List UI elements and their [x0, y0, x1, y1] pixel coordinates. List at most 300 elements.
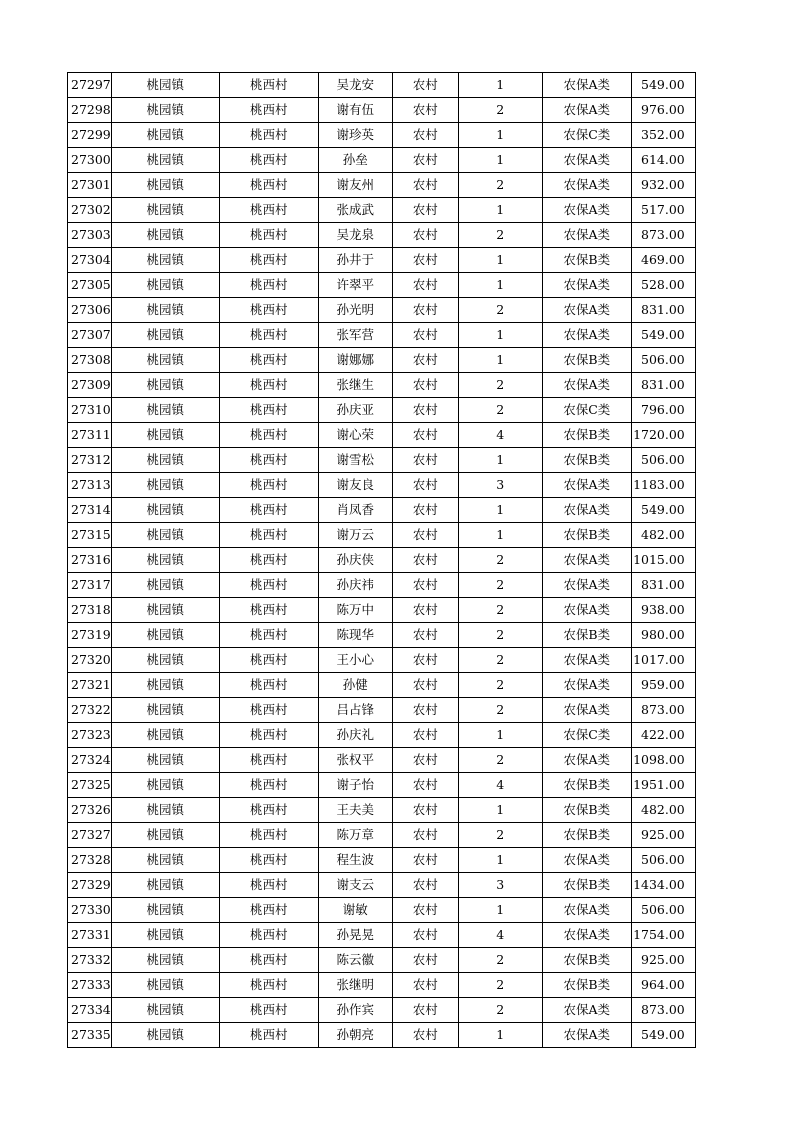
record-id-cell: 27323: [68, 723, 112, 748]
insurance-category-cell: 农保B类: [542, 973, 631, 998]
town-cell: 桃园镇: [111, 523, 219, 548]
amount-cell: 980.00: [631, 623, 695, 648]
table-row: [68, 473, 696, 498]
household-type-cell: 农村: [392, 973, 458, 998]
household-type-cell: 农村: [392, 73, 458, 98]
amount-cell: 959.00: [631, 673, 695, 698]
town-cell: 桃园镇: [111, 673, 219, 698]
name-cell: 吴龙安: [318, 73, 392, 98]
member-count-cell: 1: [458, 273, 542, 298]
amount-cell: 482.00: [631, 523, 695, 548]
amount-cell: 549.00: [631, 73, 695, 98]
town-cell: 桃园镇: [111, 348, 219, 373]
member-count-cell: 3: [458, 473, 542, 498]
household-type-cell: 农村: [392, 373, 458, 398]
town-cell: 桃园镇: [111, 473, 219, 498]
village-cell: 桃西村: [219, 748, 318, 773]
insurance-category-cell: 农保A类: [542, 498, 631, 523]
household-type-cell: 农村: [392, 898, 458, 923]
name-cell: 谢心荣: [318, 423, 392, 448]
household-type-cell: 农村: [392, 298, 458, 323]
member-count-cell: 1: [458, 348, 542, 373]
insurance-category-cell: 农保A类: [542, 548, 631, 573]
town-cell: 桃园镇: [111, 748, 219, 773]
insurance-category-cell: 农保B类: [542, 423, 631, 448]
table-row: [68, 423, 696, 448]
insurance-category-cell: 农保B类: [542, 623, 631, 648]
insurance-category-cell: 农保B类: [542, 348, 631, 373]
household-type-cell: 农村: [392, 873, 458, 898]
record-id-cell: 27322: [68, 698, 112, 723]
table-row: [68, 148, 696, 173]
name-cell: 孙健: [318, 673, 392, 698]
amount-cell: 469.00: [631, 248, 695, 273]
member-count-cell: 2: [458, 598, 542, 623]
amount-cell: 1951.00: [631, 773, 695, 798]
member-count-cell: 3: [458, 873, 542, 898]
table-row: [68, 298, 696, 323]
town-cell: 桃园镇: [111, 598, 219, 623]
table-row: [68, 823, 696, 848]
village-cell: 桃西村: [219, 973, 318, 998]
insurance-category-cell: 农保C类: [542, 398, 631, 423]
household-type-cell: 农村: [392, 448, 458, 473]
town-cell: 桃园镇: [111, 173, 219, 198]
member-count-cell: 2: [458, 98, 542, 123]
table-row: [68, 173, 696, 198]
village-cell: 桃西村: [219, 98, 318, 123]
village-cell: 桃西村: [219, 548, 318, 573]
amount-cell: 964.00: [631, 973, 695, 998]
amount-cell: 1720.00: [631, 423, 695, 448]
record-id-cell: 27324: [68, 748, 112, 773]
member-count-cell: 1: [458, 898, 542, 923]
name-cell: 王小心: [318, 648, 392, 673]
amount-cell: 614.00: [631, 148, 695, 173]
name-cell: 谢支云: [318, 873, 392, 898]
household-type-cell: 农村: [392, 773, 458, 798]
insurance-category-cell: 农保A类: [542, 673, 631, 698]
town-cell: 桃园镇: [111, 573, 219, 598]
records-table-body: [68, 73, 696, 1048]
name-cell: 张军营: [318, 323, 392, 348]
name-cell: 谢万云: [318, 523, 392, 548]
name-cell: 孙作宾: [318, 998, 392, 1023]
amount-cell: 528.00: [631, 273, 695, 298]
record-id-cell: 27318: [68, 598, 112, 623]
insurance-category-cell: 农保B类: [542, 798, 631, 823]
table-row: [68, 698, 696, 723]
amount-cell: 1017.00: [631, 648, 695, 673]
household-type-cell: 农村: [392, 823, 458, 848]
household-type-cell: 农村: [392, 623, 458, 648]
table-row: [68, 398, 696, 423]
table-row: [68, 973, 696, 998]
town-cell: 桃园镇: [111, 98, 219, 123]
record-id-cell: 27307: [68, 323, 112, 348]
member-count-cell: 1: [458, 723, 542, 748]
village-cell: 桃西村: [219, 598, 318, 623]
record-id-cell: 27334: [68, 998, 112, 1023]
household-type-cell: 农村: [392, 723, 458, 748]
town-cell: 桃园镇: [111, 873, 219, 898]
town-cell: 桃园镇: [111, 273, 219, 298]
amount-cell: 873.00: [631, 698, 695, 723]
amount-cell: 873.00: [631, 998, 695, 1023]
member-count-cell: 1: [458, 848, 542, 873]
table-row: [68, 623, 696, 648]
household-type-cell: 农村: [392, 148, 458, 173]
name-cell: 吕占锋: [318, 698, 392, 723]
table-row: [68, 323, 696, 348]
insurance-category-cell: 农保A类: [542, 223, 631, 248]
name-cell: 孙朝亮: [318, 1023, 392, 1048]
village-cell: 桃西村: [219, 298, 318, 323]
village-cell: 桃西村: [219, 273, 318, 298]
village-cell: 桃西村: [219, 723, 318, 748]
member-count-cell: 1: [458, 448, 542, 473]
record-id-cell: 27302: [68, 198, 112, 223]
town-cell: 桃园镇: [111, 373, 219, 398]
record-id-cell: 27305: [68, 273, 112, 298]
name-cell: 张权平: [318, 748, 392, 773]
table-row: [68, 273, 696, 298]
table-row: [68, 573, 696, 598]
table-row: [68, 673, 696, 698]
insurance-category-cell: 农保A类: [542, 998, 631, 1023]
household-type-cell: 农村: [392, 748, 458, 773]
name-cell: 陈云徽: [318, 948, 392, 973]
record-id-cell: 27335: [68, 1023, 112, 1048]
record-id-cell: 27330: [68, 898, 112, 923]
town-cell: 桃园镇: [111, 698, 219, 723]
amount-cell: 1098.00: [631, 748, 695, 773]
town-cell: 桃园镇: [111, 223, 219, 248]
village-cell: 桃西村: [219, 573, 318, 598]
household-type-cell: 农村: [392, 698, 458, 723]
village-cell: 桃西村: [219, 673, 318, 698]
table-row: [68, 848, 696, 873]
town-cell: 桃园镇: [111, 948, 219, 973]
village-cell: 桃西村: [219, 198, 318, 223]
table-row: [68, 498, 696, 523]
insurance-category-cell: 农保A类: [542, 1023, 631, 1048]
village-cell: 桃西村: [219, 898, 318, 923]
record-id-cell: 27315: [68, 523, 112, 548]
amount-cell: 549.00: [631, 323, 695, 348]
table-row: [68, 248, 696, 273]
member-count-cell: 1: [458, 498, 542, 523]
village-cell: 桃西村: [219, 498, 318, 523]
amount-cell: 831.00: [631, 573, 695, 598]
village-cell: 桃西村: [219, 1023, 318, 1048]
amount-cell: 549.00: [631, 1023, 695, 1048]
member-count-cell: 2: [458, 398, 542, 423]
village-cell: 桃西村: [219, 173, 318, 198]
table-row: [68, 748, 696, 773]
amount-cell: 873.00: [631, 223, 695, 248]
table-row: [68, 598, 696, 623]
amount-cell: 1183.00: [631, 473, 695, 498]
town-cell: 桃园镇: [111, 198, 219, 223]
household-type-cell: 农村: [392, 598, 458, 623]
table-row: [68, 1023, 696, 1048]
insurance-category-cell: 农保A类: [542, 298, 631, 323]
insurance-category-cell: 农保C类: [542, 123, 631, 148]
amount-cell: 1754.00: [631, 923, 695, 948]
table-row: [68, 198, 696, 223]
table-row: [68, 123, 696, 148]
amount-cell: 506.00: [631, 898, 695, 923]
name-cell: 孙庆祎: [318, 573, 392, 598]
name-cell: 程生波: [318, 848, 392, 873]
table-row: [68, 723, 696, 748]
amount-cell: 549.00: [631, 498, 695, 523]
record-id-cell: 27332: [68, 948, 112, 973]
record-id-cell: 27321: [68, 673, 112, 698]
table-row: [68, 948, 696, 973]
name-cell: 谢有伍: [318, 98, 392, 123]
amount-cell: 506.00: [631, 348, 695, 373]
insurance-category-cell: 农保A类: [542, 198, 631, 223]
town-cell: 桃园镇: [111, 548, 219, 573]
name-cell: 孙庆亚: [318, 398, 392, 423]
insurance-category-cell: 农保A类: [542, 848, 631, 873]
record-id-cell: 27317: [68, 573, 112, 598]
member-count-cell: 4: [458, 423, 542, 448]
town-cell: 桃园镇: [111, 798, 219, 823]
village-cell: 桃西村: [219, 848, 318, 873]
member-count-cell: 2: [458, 698, 542, 723]
record-id-cell: 27300: [68, 148, 112, 173]
household-type-cell: 农村: [392, 1023, 458, 1048]
village-cell: 桃西村: [219, 998, 318, 1023]
household-type-cell: 农村: [392, 98, 458, 123]
household-type-cell: 农村: [392, 998, 458, 1023]
member-count-cell: 2: [458, 998, 542, 1023]
name-cell: 张继明: [318, 973, 392, 998]
name-cell: 谢友州: [318, 173, 392, 198]
member-count-cell: 1: [458, 248, 542, 273]
town-cell: 桃园镇: [111, 723, 219, 748]
village-cell: 桃西村: [219, 348, 318, 373]
town-cell: 桃园镇: [111, 298, 219, 323]
amount-cell: 352.00: [631, 123, 695, 148]
amount-cell: 1015.00: [631, 548, 695, 573]
member-count-cell: 2: [458, 948, 542, 973]
insurance-category-cell: 农保A类: [542, 923, 631, 948]
record-id-cell: 27328: [68, 848, 112, 873]
record-id-cell: 27303: [68, 223, 112, 248]
insurance-category-cell: 农保A类: [542, 323, 631, 348]
insurance-category-cell: 农保A类: [542, 748, 631, 773]
member-count-cell: 1: [458, 523, 542, 548]
member-count-cell: 1: [458, 73, 542, 98]
town-cell: 桃园镇: [111, 148, 219, 173]
table-row: [68, 548, 696, 573]
table-row: [68, 523, 696, 548]
member-count-cell: 1: [458, 198, 542, 223]
insurance-category-cell: 农保A类: [542, 173, 631, 198]
record-id-cell: 27314: [68, 498, 112, 523]
household-type-cell: 农村: [392, 948, 458, 973]
record-id-cell: 27319: [68, 623, 112, 648]
amount-cell: 482.00: [631, 798, 695, 823]
village-cell: 桃西村: [219, 248, 318, 273]
record-id-cell: 27320: [68, 648, 112, 673]
name-cell: 孙庆礼: [318, 723, 392, 748]
insurance-category-cell: 农保A类: [542, 98, 631, 123]
record-id-cell: 27299: [68, 123, 112, 148]
village-cell: 桃西村: [219, 323, 318, 348]
household-type-cell: 农村: [392, 323, 458, 348]
table-row: [68, 773, 696, 798]
insurance-category-cell: 农保A类: [542, 473, 631, 498]
amount-cell: 506.00: [631, 848, 695, 873]
town-cell: 桃园镇: [111, 973, 219, 998]
town-cell: 桃园镇: [111, 398, 219, 423]
name-cell: 谢敏: [318, 898, 392, 923]
village-cell: 桃西村: [219, 523, 318, 548]
village-cell: 桃西村: [219, 223, 318, 248]
member-count-cell: 2: [458, 623, 542, 648]
town-cell: 桃园镇: [111, 73, 219, 98]
insurance-category-cell: 农保A类: [542, 148, 631, 173]
insurance-category-cell: 农保B类: [542, 448, 631, 473]
household-type-cell: 农村: [392, 498, 458, 523]
table-row: [68, 798, 696, 823]
table-row: [68, 73, 696, 98]
name-cell: 许翠平: [318, 273, 392, 298]
member-count-cell: 1: [458, 123, 542, 148]
town-cell: 桃园镇: [111, 898, 219, 923]
insurance-category-cell: 农保A类: [542, 648, 631, 673]
village-cell: 桃西村: [219, 873, 318, 898]
amount-cell: 506.00: [631, 448, 695, 473]
member-count-cell: 2: [458, 823, 542, 848]
name-cell: 谢友良: [318, 473, 392, 498]
name-cell: 谢珍英: [318, 123, 392, 148]
household-type-cell: 农村: [392, 573, 458, 598]
household-type-cell: 农村: [392, 798, 458, 823]
record-id-cell: 27313: [68, 473, 112, 498]
table-row: [68, 873, 696, 898]
amount-cell: 938.00: [631, 598, 695, 623]
amount-cell: 517.00: [631, 198, 695, 223]
name-cell: 张成武: [318, 198, 392, 223]
insurance-category-cell: 农保B类: [542, 948, 631, 973]
household-type-cell: 农村: [392, 648, 458, 673]
amount-cell: 925.00: [631, 823, 695, 848]
household-type-cell: 农村: [392, 248, 458, 273]
name-cell: 谢雪松: [318, 448, 392, 473]
amount-cell: 976.00: [631, 98, 695, 123]
village-cell: 桃西村: [219, 623, 318, 648]
member-count-cell: 1: [458, 798, 542, 823]
record-id-cell: 27297: [68, 73, 112, 98]
amount-cell: 831.00: [631, 373, 695, 398]
name-cell: 肖凤香: [318, 498, 392, 523]
town-cell: 桃园镇: [111, 998, 219, 1023]
name-cell: 张继生: [318, 373, 392, 398]
town-cell: 桃园镇: [111, 448, 219, 473]
village-cell: 桃西村: [219, 698, 318, 723]
village-cell: 桃西村: [219, 123, 318, 148]
member-count-cell: 2: [458, 673, 542, 698]
household-type-cell: 农村: [392, 848, 458, 873]
name-cell: 孙庆侠: [318, 548, 392, 573]
village-cell: 桃西村: [219, 73, 318, 98]
name-cell: 谢娜娜: [318, 348, 392, 373]
town-cell: 桃园镇: [111, 1023, 219, 1048]
village-cell: 桃西村: [219, 948, 318, 973]
insurance-category-cell: 农保A类: [542, 698, 631, 723]
record-id-cell: 27316: [68, 548, 112, 573]
town-cell: 桃园镇: [111, 123, 219, 148]
village-cell: 桃西村: [219, 823, 318, 848]
record-id-cell: 27306: [68, 298, 112, 323]
amount-cell: 1434.00: [631, 873, 695, 898]
town-cell: 桃园镇: [111, 623, 219, 648]
table-row: [68, 98, 696, 123]
record-id-cell: 27298: [68, 98, 112, 123]
town-cell: 桃园镇: [111, 823, 219, 848]
member-count-cell: 4: [458, 773, 542, 798]
member-count-cell: 1: [458, 1023, 542, 1048]
record-id-cell: 27331: [68, 923, 112, 948]
member-count-cell: 2: [458, 173, 542, 198]
village-cell: 桃西村: [219, 773, 318, 798]
insurance-category-cell: 农保B类: [542, 523, 631, 548]
member-count-cell: 2: [458, 223, 542, 248]
member-count-cell: 4: [458, 923, 542, 948]
village-cell: 桃西村: [219, 798, 318, 823]
record-id-cell: 27333: [68, 973, 112, 998]
table-row: [68, 223, 696, 248]
member-count-cell: 2: [458, 548, 542, 573]
insurance-category-cell: 农保B类: [542, 873, 631, 898]
record-id-cell: 27329: [68, 873, 112, 898]
member-count-cell: 2: [458, 748, 542, 773]
table-row: [68, 923, 696, 948]
amount-cell: 831.00: [631, 298, 695, 323]
name-cell: 孙光明: [318, 298, 392, 323]
household-type-cell: 农村: [392, 673, 458, 698]
household-type-cell: 农村: [392, 548, 458, 573]
village-cell: 桃西村: [219, 448, 318, 473]
insurance-category-cell: 农保B类: [542, 773, 631, 798]
household-type-cell: 农村: [392, 273, 458, 298]
member-count-cell: 1: [458, 323, 542, 348]
town-cell: 桃园镇: [111, 773, 219, 798]
insurance-category-cell: 农保A类: [542, 73, 631, 98]
household-type-cell: 农村: [392, 523, 458, 548]
record-id-cell: 27310: [68, 398, 112, 423]
town-cell: 桃园镇: [111, 648, 219, 673]
name-cell: 陈现华: [318, 623, 392, 648]
member-count-cell: 2: [458, 373, 542, 398]
household-type-cell: 农村: [392, 173, 458, 198]
amount-cell: 796.00: [631, 398, 695, 423]
household-type-cell: 农村: [392, 348, 458, 373]
table-row: [68, 998, 696, 1023]
town-cell: 桃园镇: [111, 248, 219, 273]
amount-cell: 932.00: [631, 173, 695, 198]
record-id-cell: 27304: [68, 248, 112, 273]
name-cell: 孙垒: [318, 148, 392, 173]
household-type-cell: 农村: [392, 223, 458, 248]
member-count-cell: 2: [458, 648, 542, 673]
